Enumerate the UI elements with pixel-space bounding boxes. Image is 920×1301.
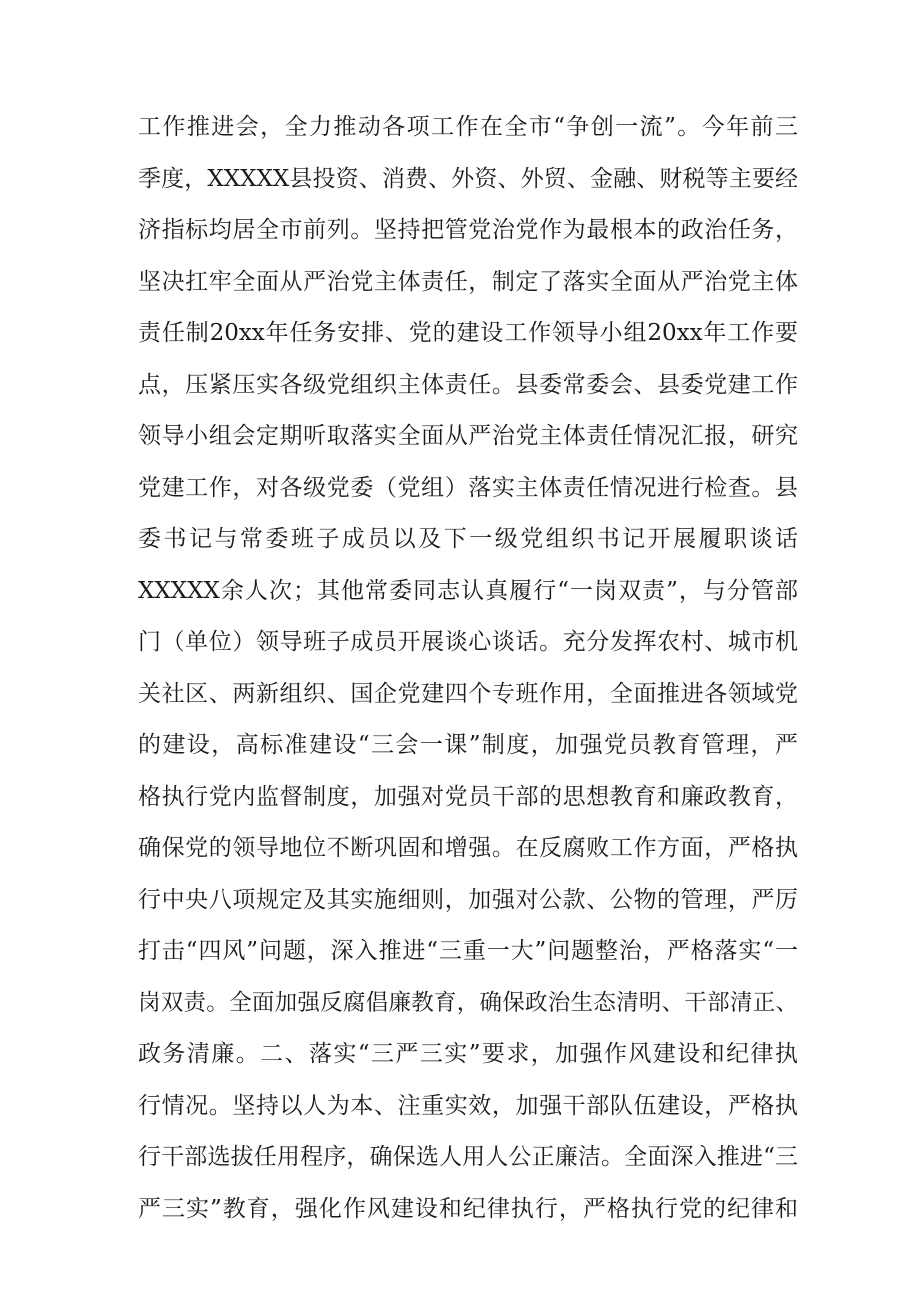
text-line: 责任制20xx年任务安排、党的建设工作领导小组20xx年工作要 xyxy=(138,320,798,346)
text-line: 行情况。坚持以人为本、注重实效，加强干部队伍建设，严格执 xyxy=(138,1092,798,1119)
text-line: 季度，XXXXX县投资、消费、外资、外贸、金融、财税等主要经 xyxy=(138,165,798,192)
text-line: 党建工作，对各级党委（党组）落实主体责任情况进行检查。县 xyxy=(138,474,798,501)
text-line: 点，压紧压实各级党组织主体责任。县委常委会、县委党建工作 xyxy=(138,371,798,398)
text-line: 坚决扛牢全面从严治党主体责任，制定了落实全面从严治党主体 xyxy=(138,268,798,295)
text-line: 的建设，高标准建设“三会一课”制度，加强党员教育管理，严 xyxy=(138,732,798,758)
text-line: XXXXX余人次；其他常委同志认真履行“一岗双责”，与分管部 xyxy=(138,577,798,604)
text-line: 工作推进会，全力推动各项工作在全市“争创一流”。今年前三 xyxy=(138,114,798,140)
text-line: 门（单位）领导班子成员开展谈心谈话。充分发挥农村、城市机 xyxy=(138,629,798,655)
text-line: 严三实”教育，强化作风建设和纪律执行，严格执行党的纪律和 xyxy=(138,1195,798,1222)
text-line: 确保党的领导地位不断巩固和增强。在反腐败工作方面，严格执 xyxy=(138,835,798,861)
text-line: 打击“四风”问题，深入推进“三重一大”问题整治，严格落实“一 xyxy=(138,938,798,964)
text-line: 委书记与常委班子成员以及下一级党组织书记开展履职谈话 xyxy=(138,526,798,552)
text-line: 格执行党内监督制度，加强对党员干部的思想教育和廉政教育， xyxy=(138,783,798,810)
text-line: 济指标均居全市前列。坚持把管党治党作为最根本的政治任务， xyxy=(138,217,798,243)
text-line: 行干部选拔任用程序，确保选人用人公正廉洁。全面深入推进“三 xyxy=(138,1144,798,1170)
body-text xyxy=(138,102,798,1235)
text-line: 关社区、两新组织、国企党建四个专班作用，全面推进各领域党 xyxy=(138,680,798,707)
text-line: 岗双责。全面加强反腐倡廉教育，确保政治生态清明、干部清正、 xyxy=(138,989,798,1016)
text-line: 领导小组会定期听取落实全面从严治党主体责任情况汇报，研究 xyxy=(138,423,798,449)
text-line: 行中央八项规定及其实施细则，加强对公款、公物的管理，严厉 xyxy=(138,886,798,913)
text-line: 政务清廉。二、落实“三严三实”要求，加强作风建设和纪律执 xyxy=(138,1041,798,1067)
